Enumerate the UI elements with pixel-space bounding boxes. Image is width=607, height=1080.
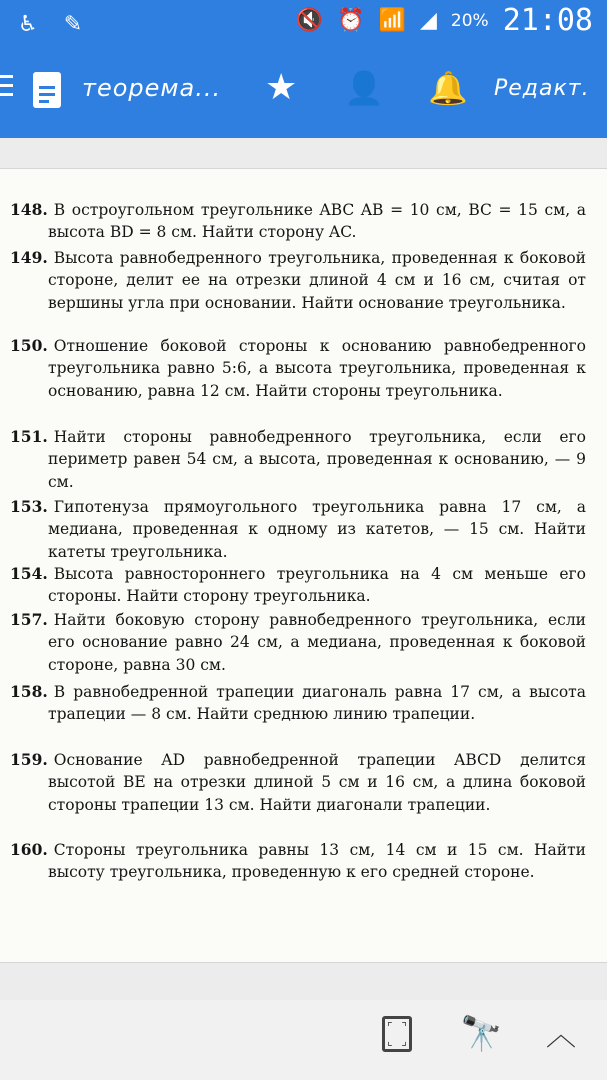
battery-level: 20% [450,11,489,31]
document-icon [33,72,61,108]
signal-icon: ◢ [419,8,437,33]
wifi-icon: 📶 [378,8,406,33]
page-gap-top [0,138,607,169]
page-gap-bottom [0,962,607,1001]
star-icon[interactable]: ★ [265,67,298,108]
problem-160: 160. Стороны треугольника равны 13 см, 14 см и 15 см. Найти высоту треугольника, проведенную к его средней стороне. [10,840,586,882]
document-page[interactable] [0,169,607,962]
fullscreen-icon[interactable]: ⌜ ⌝ ⌞ ⌟ [382,1016,412,1052]
share-user-icon[interactable]: 👤 [344,69,384,107]
accessibility-icon: ♿ [18,12,38,37]
problem-154: 154. Высота равностороннего треугольника на 4 см меньше его стороны. Найти сторону треугольника. [10,564,586,606]
menu-icon[interactable] [0,75,14,99]
problem-148: 148. В остроугольном треугольнике ABC AB = 10 см, BC = 15 см, а высота BD = 8 см. Найти сторону AC. [10,200,586,242]
problem-159: 159. Основание AD равнобедренной трапеции ABCD делится высотой BE на отрезки длиной 5 см и 16 см, а длина боковой стороны трапеции 13 см. Найти диагонали трапеции. [10,750,586,814]
pencil-icon: ✎ [63,12,83,37]
bottom-navigation [0,1000,607,1080]
problem-149: 149. Высота равнобедренного треугольника, проведенная к боковой стороне, делит ее на отрезки длиной 4 см и 16 см, считая от вершины угла при основании. Найти основание треугольника. [10,248,586,312]
status-bar [0,0,607,42]
problem-153: 153. Гипотенуза прямоугольного треугольника равна 17 см, а медиана, проведенная к одному из катетов, — 15 см. Найти катеты треугольника. [10,497,586,561]
alarm-icon: ⏰ [337,8,365,33]
problem-158: 158. В равнобедренной трапеции диагональ равна 17 см, а высота трапеции — 8 см. Найти среднюю линию трапеции. [10,682,586,724]
mute-icon: 🔇 [295,8,324,33]
problem-157: 157. Найти боковую сторону равнобедренного треугольника, если его основание равно 24 см, а медиана, проведенная к боковой стороне, равна 30 см. [10,610,586,674]
app-toolbar [0,42,607,138]
document-title[interactable]: теорема... [82,74,222,102]
problem-151: 151. Найти стороны равнобедренного треугольника, если его периметр равен 54 см, а высота, проведенная к основанию, — 9 см. [10,427,586,491]
edit-button[interactable]: Редакт. [494,76,590,101]
binoculars-icon[interactable]: 🔭 [460,1014,503,1054]
chevron-up-icon[interactable]: ︿ [546,1018,576,1053]
bell-icon[interactable]: 🔔 [428,69,468,107]
clock: 21:08 [502,3,593,38]
problem-150: 150. Отношение боковой стороны к основанию равнобедренного треугольника равно 5:6, а высота треугольника, проведенная к основанию, равна 12 см. Найти стороны треугольника. [10,336,586,400]
